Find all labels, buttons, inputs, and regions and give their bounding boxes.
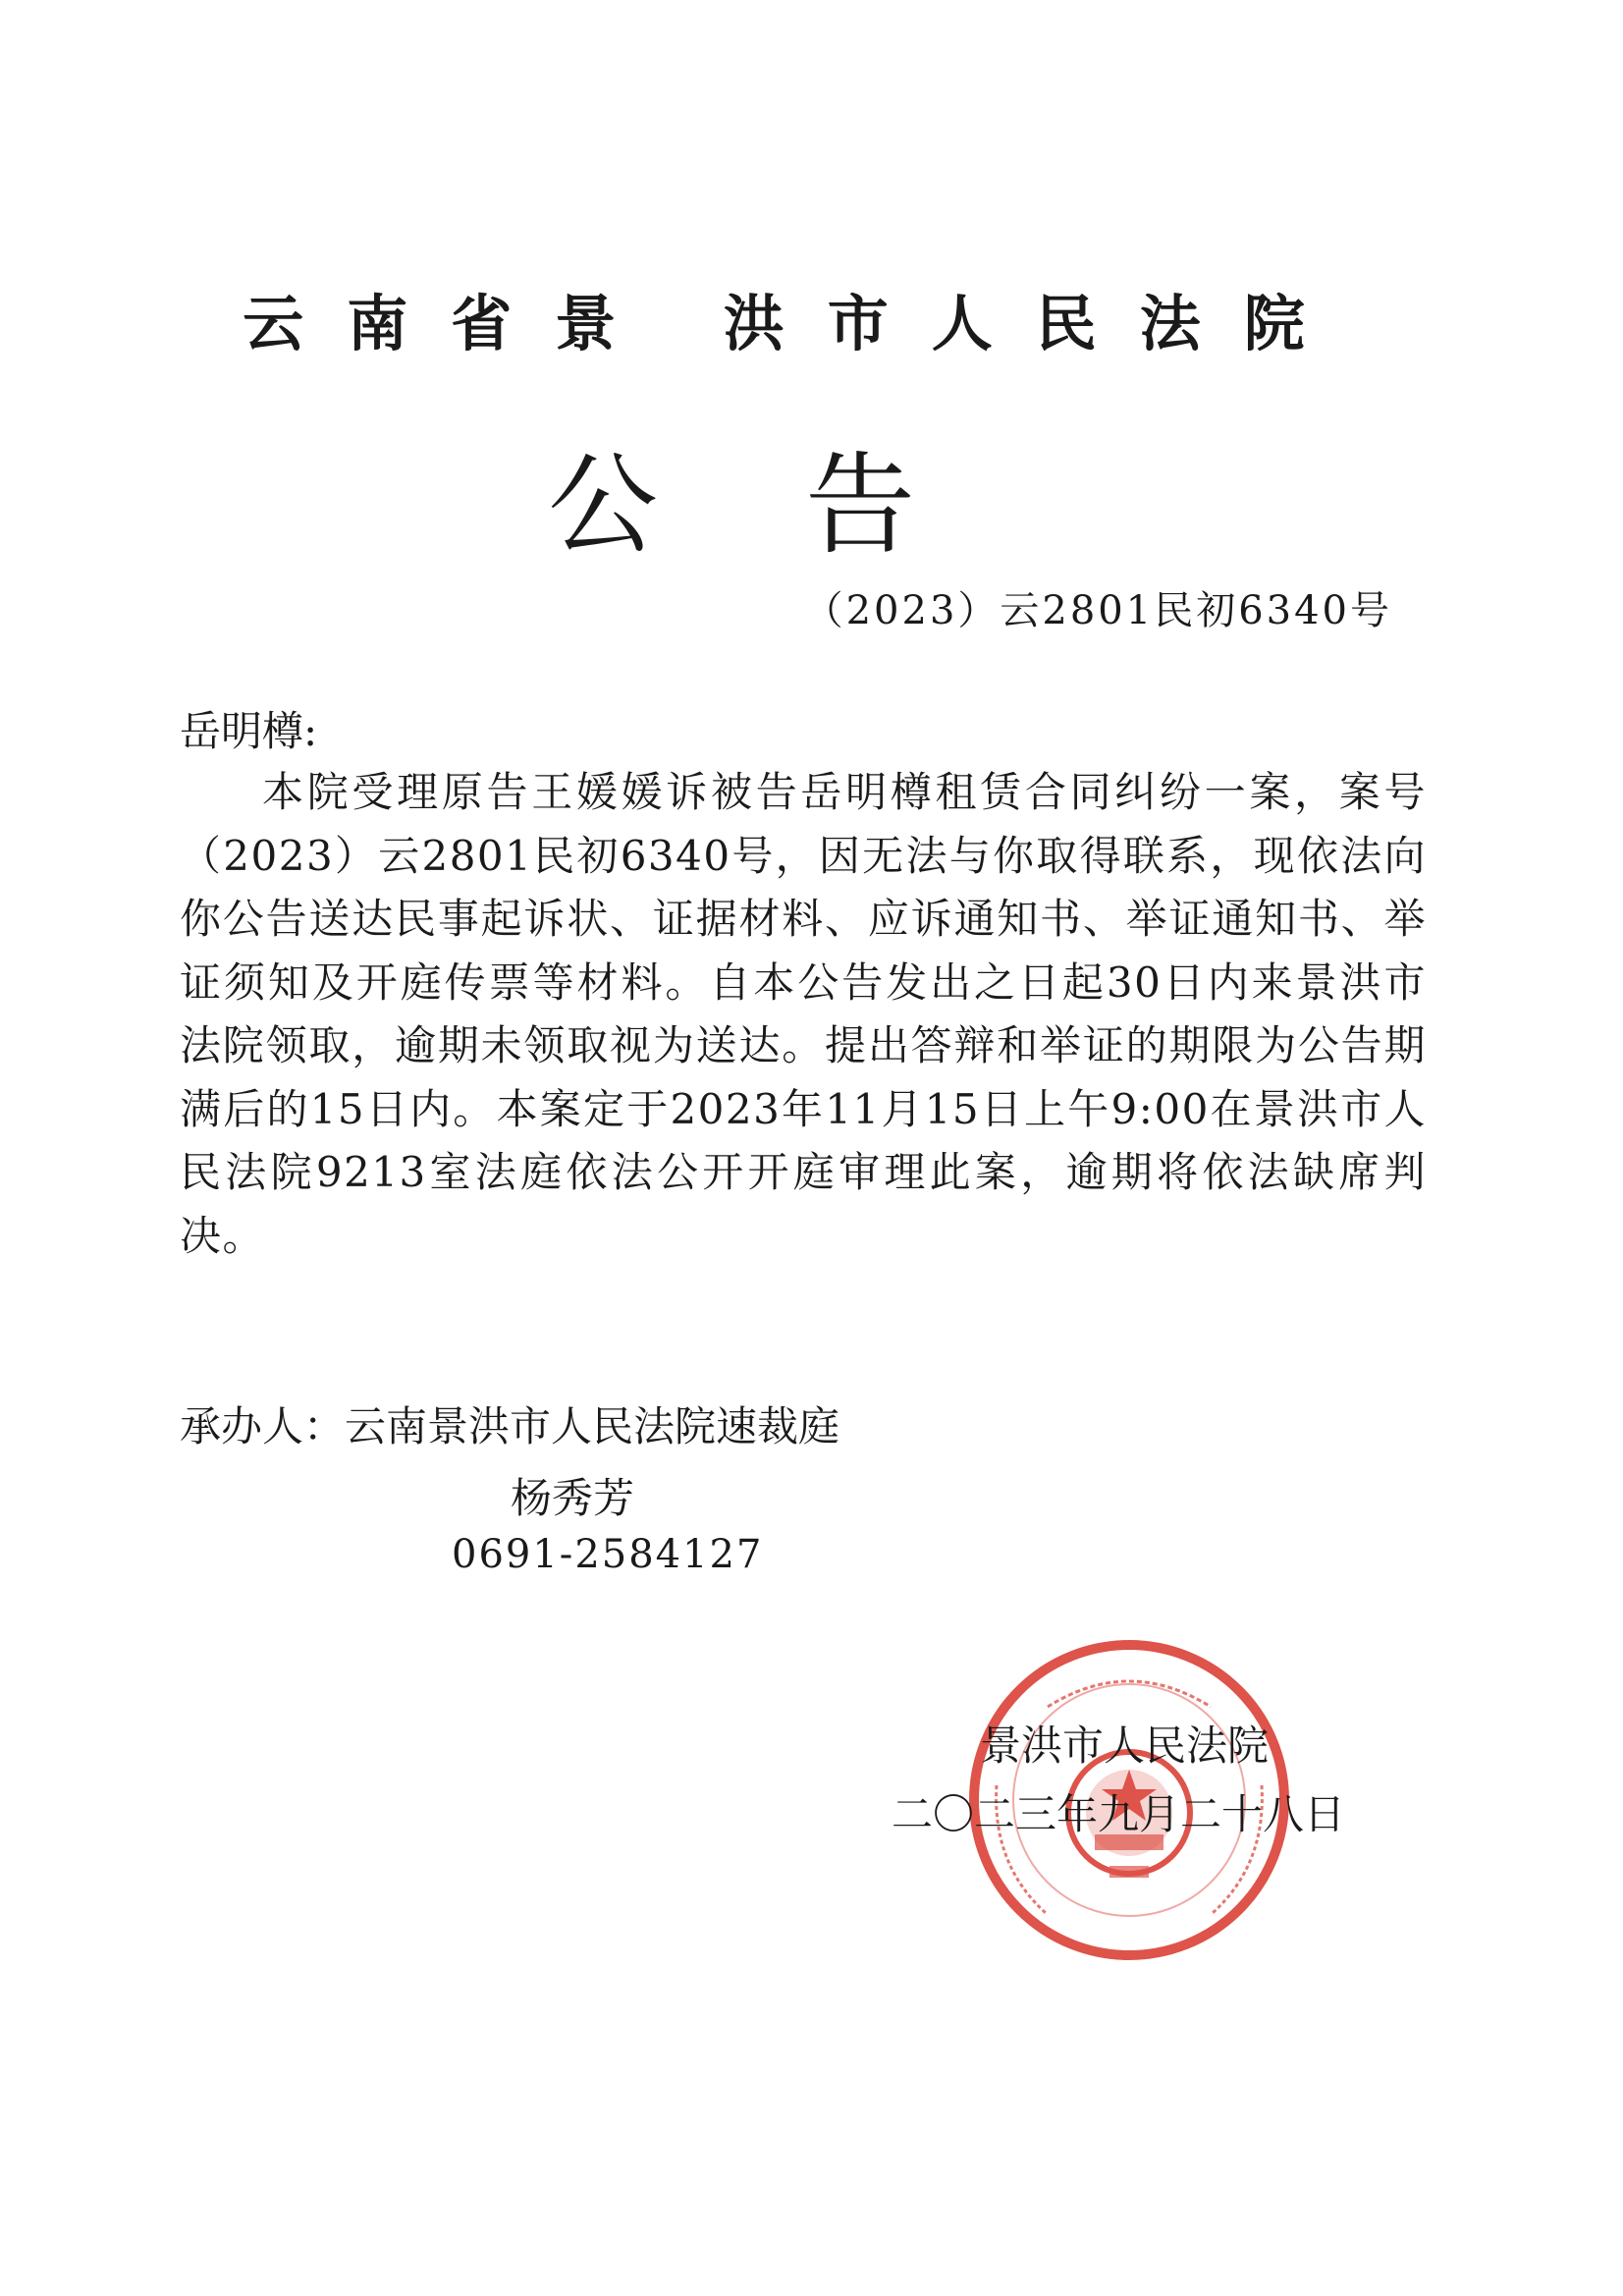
issue-date: 二〇二三年九月二十八日 <box>892 1790 1346 1838</box>
court-name-heading: 云南省景 洪市人民法院 <box>243 288 1348 359</box>
document-title: 公告 <box>548 442 1062 570</box>
issuer-name: 景洪市人民法院 <box>980 1722 1270 1770</box>
addressee: 岳明樽: <box>180 707 318 755</box>
handler-label: 承办人：云南景洪市人民法院速裁庭 <box>180 1402 840 1450</box>
case-number: （2023）云2801民初6340号 <box>803 588 1392 633</box>
handler-phone: 0691-2584127 <box>452 1532 764 1577</box>
notice-body: 本院受理原告王媛媛诉被告岳明樽租赁合同纠纷一案，案号（2023）云2801民初6340号，因无法与你取得联系，现依法向你公告送达民事起诉状、证据材料、应诉通知书、举证通知书、举证须知及开庭传票等材料。自本公告发出之日起30日内来景洪市法院领取，逾期未领取视为送达。提出答辩和举证的期限为公告期满后的15日内。本案定于2023年11月15日上午9:00在景洪市人民法院9213室法庭依法公开开庭审理此案，逾期将依法缺席判决。 <box>180 768 1427 1260</box>
handler-name: 杨秀芳 <box>511 1474 635 1522</box>
